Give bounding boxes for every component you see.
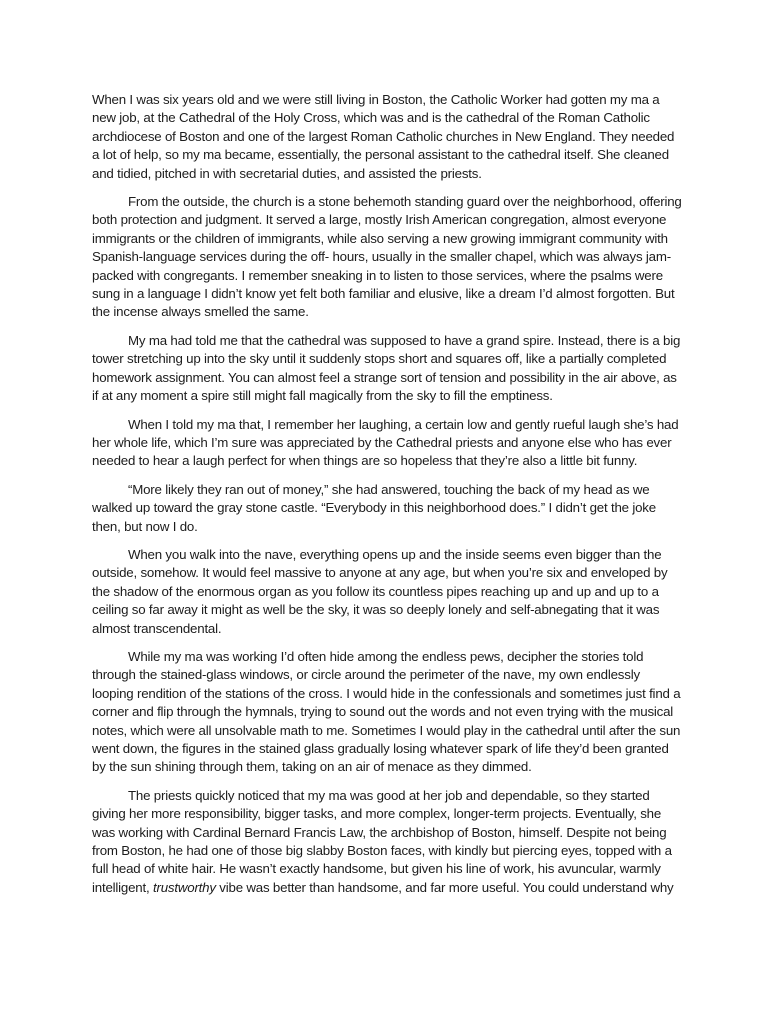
- paragraph-6: When you walk into the nave, everything opens up and the inside seems even bigger than the outside, somehow. It would feel massive to anyone at any age, but when you’re six and enveloped by the shadow of the enormous organ as you follow its countless pipes reaching up and up and up to a ceiling so far away it might as well be the sky, it was so deeply lonely and self-abnegating that it was almost transcendental.: [92, 546, 668, 636]
- paragraph-8-text-before: The priests quickly noticed that my ma was good at her job and dependable, so they started giving her more responsibility, bigger tasks, and more complex, longer-term projects. Eventually, she was working with Cardinal Bernard Francis Law, the archbishop of Boston, himself. Despite not being from Boston, he had one of those big slabby Boston faces, with kindly but piercing eyes, topped with a full head of white hair. He wasn’t exactly handsome, but given his line of work, his avuncular, warmly intelligent,: [92, 787, 672, 895]
- paragraph-8-text-after: vibe was better than handsome, and far more useful. You could understand why: [215, 879, 674, 895]
- paragraph-5: “More likely they ran out of money,” she had answered, touching the back of my head as we walked up toward the gray stone castle. “Everybody in this neighborhood does.” I didn’t get the joke then, but now I do.: [92, 481, 656, 534]
- paragraph-7: While my ma was working I’d often hide among the endless pews, decipher the stories told through the stained-glass windows, or circle around the perimeter of the nave, my own endlessly looping rendition of the stations of the cross. I would hide in the confessionals and sometimes just find a corner and flip through the hymnals, trying to sound out the words and not even trying with the musical notes, which were all unsolvable math to me. Sometimes I would play in the cathedral until after the sun went down, the figures in the stained glass gradually losing whatever spark of life they’d been granted by the sun shining through them, taking on an air of menace as they dimmed.: [92, 648, 681, 775]
- paragraph-1: When I was six years old and we were still living in Boston, the Catholic Worker had gotten my ma a new job, at the Cathedral of the Holy Cross, which was and is the cathedral of the Roman Catholic archdiocese of Boston and one of the largest Roman Catholic churches in New England. They needed a lot of help, so my ma became, essentially, the personal assistant to the cathedral itself. She cleaned and tidied, pitched in with secretarial duties, and assisted the priests.: [92, 92, 675, 181]
- paragraph-3: My ma had told me that the cathedral was supposed to have a grand spire. Instead, there is a big tower stretching up into the sky until it suddenly stops short and squares off, like a partially completed homework assignment. You can almost feel a strange sort of tension and possibility in the air above, as if at any moment a spire still might fall magically from the sky to fill the emptiness.: [92, 332, 681, 404]
- paragraph-2: From the outside, the church is a stone behemoth standing guard over the neighborhood, offering both protection and judgment. It served a large, mostly Irish American congregation, almost everyone immigrants or the children of immigrants, while also serving a new growing immigrant community with Spanish-language services during the off- hours, usually in the smaller chapel, which was always jam-packed with congregants. I remember sneaking in to listen to those services, where the psalms were sung in a language I didn’t know yet felt both familiar and elusive, like a dream I’d almost forgotten. But the incense always smelled the same.: [92, 194, 682, 320]
- paragraph-4: When I told my ma that, I remember her laughing, a certain low and gently rueful laugh she’s had her whole life, which I’m sure was appreciated by the Cathedral priests and anyone else who has ever needed to hear a laugh perfect for when things are so hopeless that they’re also a little bit funny.: [92, 416, 679, 469]
- paragraph-8-italic: trustworthy: [152, 879, 216, 895]
- document-page: [92, 91, 684, 897]
- paragraph-8: [92, 787, 684, 897]
